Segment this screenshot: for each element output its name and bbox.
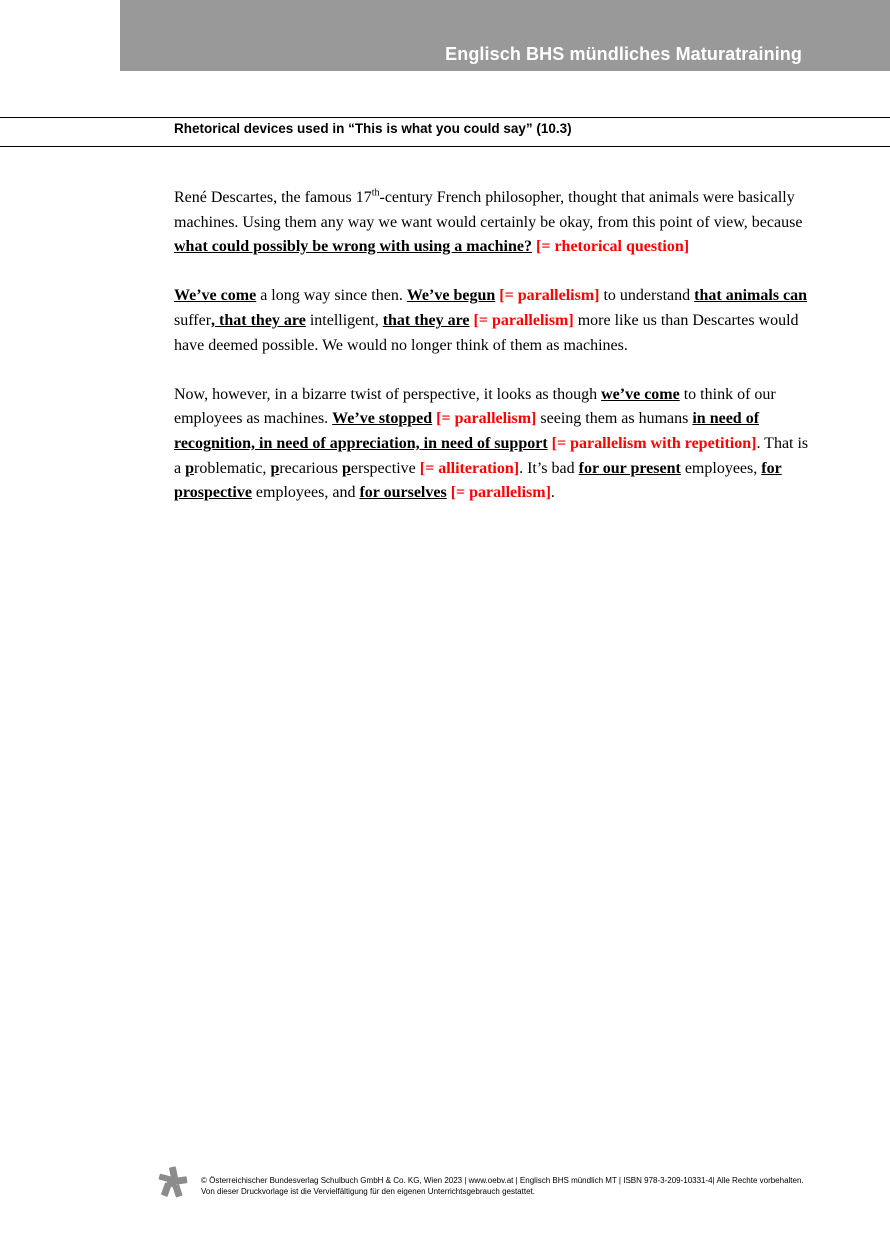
underlined-phrase: , that they are <box>211 311 306 329</box>
device-annotation: [= parallelism] <box>499 287 600 305</box>
device-annotation: [= alliteration] <box>419 459 520 477</box>
paragraph-2: We’ve come a long way since then. We’ve begun [= parallelism] to understand that animals can suffer, that they are intelligent, that they are [= parallelism] more like us than Descartes would have deemed possible. We would no longer think of them as machines. <box>174 287 808 354</box>
footer-line-1: © Österreichischer Bundesverlag Schulbuch GmbH & Co. KG, Wien 2023 | www.oebv.at | Englisch BHS mündlich MT | ISBN 978-3-209-10331-4| Alle Rechte vorbehalten. <box>201 1176 804 1185</box>
underlined-phrase: for our present <box>578 459 681 477</box>
underlined-phrase: what could possibly be wrong with using a machine? <box>174 238 532 256</box>
header-band <box>120 0 890 71</box>
underlined-phrase: We’ve begun <box>406 287 496 305</box>
footer-copyright <box>201 1175 841 1197</box>
alliteration-letter: p <box>185 459 195 477</box>
underlined-phrase: for ourselves <box>359 484 447 502</box>
device-annotation: [= rhetorical question] <box>536 238 690 256</box>
section-title: Rhetorical devices used in “This is what you could say” (10.3) <box>174 121 572 136</box>
paragraph-1: René Descartes, the famous 17th-century French philosopher, thought that animals were basically machines. Using them any way we want would certainly be okay, from this point of view, because what could possibly be wrong with using a machine? [= rhetorical question] <box>174 187 803 256</box>
underlined-phrase: for prospective <box>174 459 782 502</box>
section-rule-bottom <box>0 146 890 147</box>
underlined-phrase: We’ve come <box>174 287 257 305</box>
device-annotation: [= parallelism with repetition] <box>551 434 757 452</box>
footer-line-2: Von dieser Druckvorlage ist die Vervielfältigung für den eigenen Unterrichtsgebrauch gestattet. <box>201 1187 535 1196</box>
device-annotation: [= parallelism] <box>473 311 574 329</box>
underlined-phrase: We’ve stopped <box>332 410 433 428</box>
body-text <box>174 186 814 530</box>
underlined-phrase: that they are <box>382 311 470 329</box>
oebv-logo-icon <box>157 1166 189 1198</box>
alliteration-letter: p <box>341 459 351 477</box>
alliteration-letter: p <box>270 459 280 477</box>
underlined-phrase: we’ve come <box>601 385 680 403</box>
underlined-phrase: that animals can <box>694 287 808 305</box>
section-rule-top <box>0 117 890 118</box>
paragraph-3: Now, however, in a bizarre twist of perspective, it looks as though we’ve come to think of our employees as machines. We’ve stopped [= parallelism] seeing them as humans in need of recognition, in need of appreciation, in need of support [= parallelism with repetition]. That is a problematic, precarious perspective [= alliteration]. It’s bad for our present employees, for prospective employees, and for ourselves [= parallelism]. <box>174 385 809 502</box>
device-annotation: [= parallelism] <box>450 484 551 502</box>
device-annotation: [= parallelism] <box>436 410 537 428</box>
underlined-phrase: in need of recognition, in need of appreciation, in need of support <box>174 410 760 452</box>
header-title: Englisch BHS mündliches Maturatraining <box>445 44 802 64</box>
